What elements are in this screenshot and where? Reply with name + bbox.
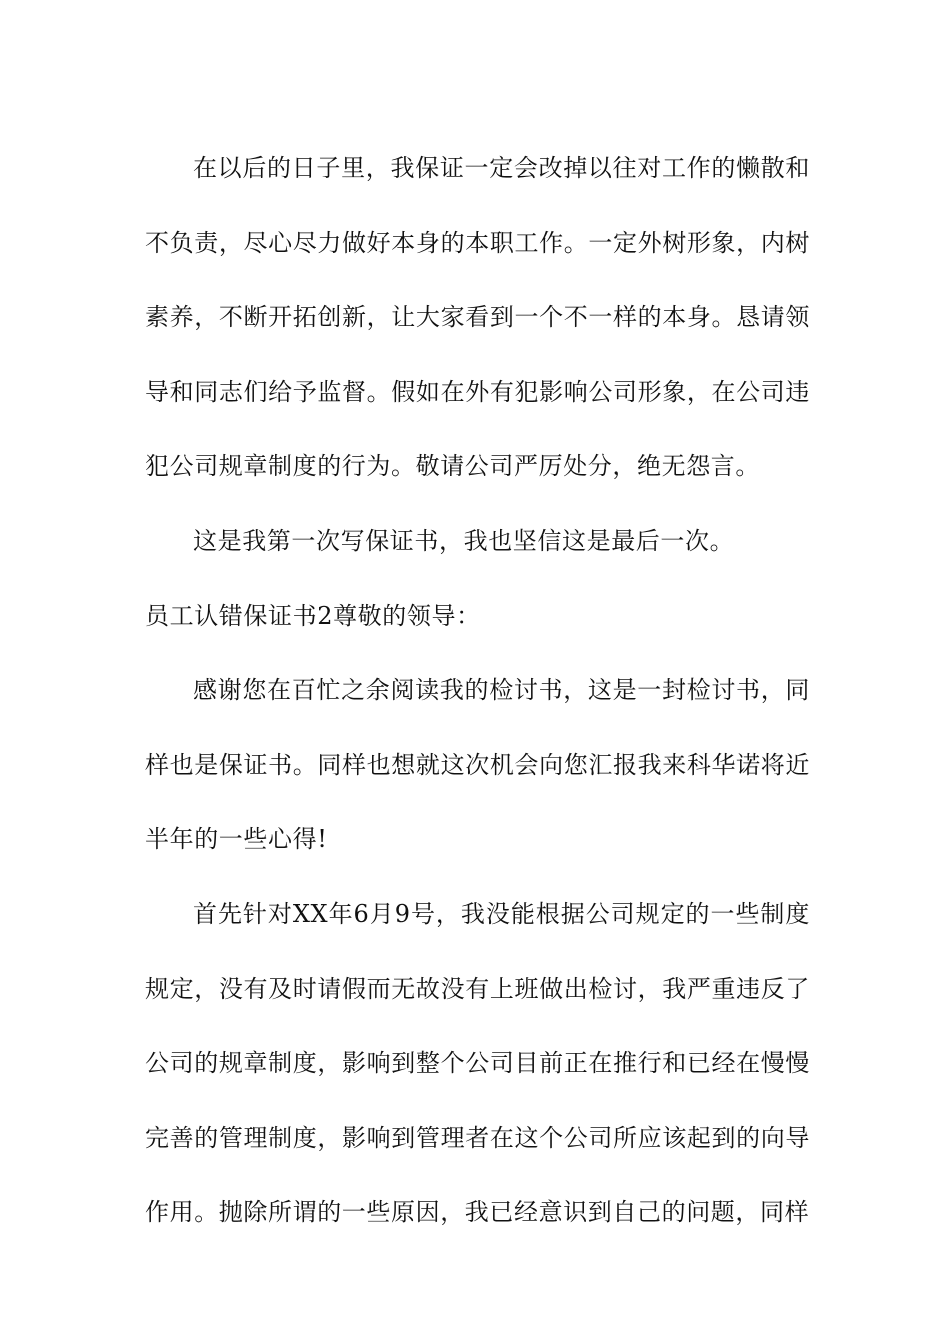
paragraph-thanks: 感谢您在百忙之余阅读我的检讨书，这是一封检讨书，同样也是保证书。同样也想就这次机会向您汇报我来科华诺将近半年的一些心得! [145,676,810,854]
document-body [145,131,810,1250]
paragraph-commitment: 在以后的日子里，我保证一定会改掉以往对工作的懒散和不负责，尽心尽力做好本身的本职工作。一定外树形象，内树素养，不断开拓创新，让大家看到一个不一样的本身。恳请领导和同志们给予监督。假如在外有犯影响公司形象，在公司违犯公司规章制度的行为。敬请公司严厉处分，绝无怨言。 [145,154,810,481]
section-heading-salutation: 员工认错保证书2尊敬的领导： [145,601,481,630]
paragraph-self-criticism: 首先针对XX年6月9号，我没能根据公司规定的一些制度规定，没有及时请假而无故没有上班做出检讨，我严重违反了公司的规章制度，影响到整个公司目前正在推行和已经在慢慢完善的管理制度，影响到管理者在这个公司所应该起到的向导作用。抛除所谓的一些原因，我已经意识到自己的问题，同样 [145,899,810,1227]
paragraph-first-pledge: 这是我第一次写保证书，我也坚信这是最后一次。 [193,526,735,555]
